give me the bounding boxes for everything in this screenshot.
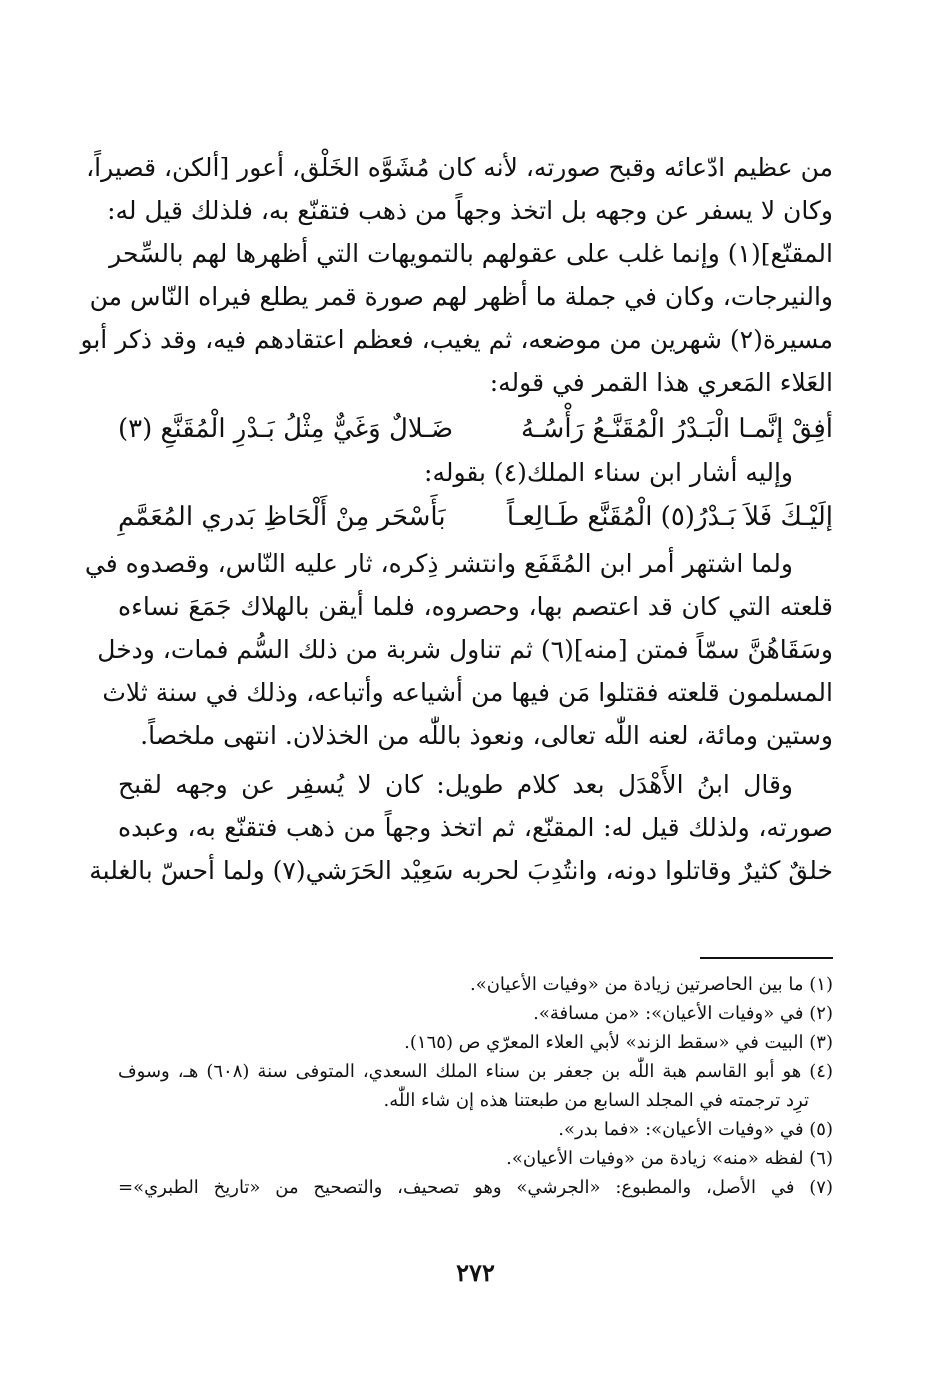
footnote: (٧) في الأصل، والمطبوع: «الجرشي» وهو تصحيف، والتصحيح من «تاريخ الطبري»= (118, 1177, 833, 1198)
text-line: وستين ومائة، لعنه اللّٰه تعالى، ونعوذ باللّٰه من الخذلان. انتهى ملخصاً. (140, 721, 833, 750)
verse-2-right-hemistich: إلَيْـكَ فَلاَ بَـدْرُ(٥) الْمُقَنَّع طَـالِعـاً (506, 502, 833, 532)
footnotes (118, 970, 833, 1202)
footnote: (٦) لفظه «منه» زيادة من «وفيات الأعيان». (506, 1148, 833, 1169)
footnote: (٣) البيت في «سقط الزند» لأبي العلاء المعرّي ص (١٦٥). (404, 1032, 833, 1053)
verse-2-left-hemistich: بَأَسْحَر مِنْ أَلْحَاظِ بَدري المُعَمَّمِ (118, 502, 446, 532)
text-line: المسلمون قلعته فقتلوا مَن فيها من أشياعه وأتباعه، وذلك في سنة ثلاث (102, 678, 833, 707)
footnote: (١) ما بين الحاصرتين زيادة من «وفيات الأعيان». (469, 974, 833, 995)
text-line: صورته، ولذلك قيل له: المقنّع، ثم اتخذ وجهاً من ذهب فتقنّع به، وعبده (118, 813, 833, 842)
text-line: ولما اشتهر أمر ابن المُقَفَع وانتشر ذِكره، ثار عليه النّاس، وقصدوه في (84, 549, 793, 578)
main-text (80, 146, 833, 892)
verse-1-left-hemistich: ضَـلالٌ وَغَيٌّ مِثْلُ بَـدْرِ الْمُقَنَّعِ (٣) (118, 414, 454, 444)
verse-1-right-hemistich: أفِقْ إنَّمـا الْبَـدْرُ الْمُقَنَّـعُ رَأْسُـهُ (521, 414, 833, 444)
footnote: (٢) في «وفيات الأعيان»: «من مسافة». (533, 1003, 833, 1024)
text-line: العَلاء المَعري هذا القمر في قوله: (489, 368, 833, 397)
page-number: ٢٧٢ (456, 1258, 495, 1287)
footnote: (٤) هو أبو القاسم هبة اللّٰه بن جعفر بن سناء الملك السعدي، المتوفى سنة (٦٠٨) هـ، وسوف (118, 1061, 833, 1082)
text-line: وكان لا يسفر عن وجهه بل اتخذ وجهاً من ذهب فتقنّع به، فلذلك قيل له: (107, 196, 833, 225)
verse-intro-line: وإليه أشار ابن سناء الملك(٤) بقوله: (424, 458, 793, 487)
text-line: وسَقَاهُنَّ سمّاً فمتن [منه](٦) ثم تناول شربة من ذلك السُّم فمات، ودخل (97, 635, 833, 664)
text-line: مسيرة(٢) شهرين من موضعه، ثم يغيب، فعظم اعتقادهم فيه، وقد ذكر أبو (80, 325, 833, 354)
text-line: وقال ابنُ الأَهْدَل بعد كلام طويل: كان لا يُسفِر عن وجهه لقبح (118, 770, 793, 799)
footnote: (٥) في «وفيات الأعيان»: «فما بدر». (558, 1119, 833, 1140)
verse-1 (118, 404, 833, 454)
footnote-separator (700, 957, 833, 959)
text-line: من عظيم ادّعائه وقبح صورته، لأنه كان مُشَوَّه الخَلْق، أعور [ألكن، قصيراً، (86, 153, 833, 182)
text-line: خلقٌ كثيرٌ وقاتلوا دونه، وانتُدِبَ لحربه سَعِيْد الحَرَشي(٧) ولما أحسّ بالغلبة (89, 856, 833, 885)
text-line: قلعته التي كان قد اعتصم بها، وحصروه، فلما أيقن بالهلاك جَمَعَ نساءه (118, 592, 833, 621)
verse-2 (118, 492, 833, 542)
text-line: والنيرجات، وكان في جملة ما أظهر لهم صورة قمر يطلع فيراه النّاس من (89, 282, 833, 311)
text-line: المقنّع](١) وإنما غلب على عقولهم بالتمويهات التي أظهرها لهم بالسِّحر (109, 239, 833, 268)
footnote-continuation: ترِد ترجمته في المجلد السابع من طبعتنا هذه إن شاء اللّٰه. (383, 1090, 809, 1111)
